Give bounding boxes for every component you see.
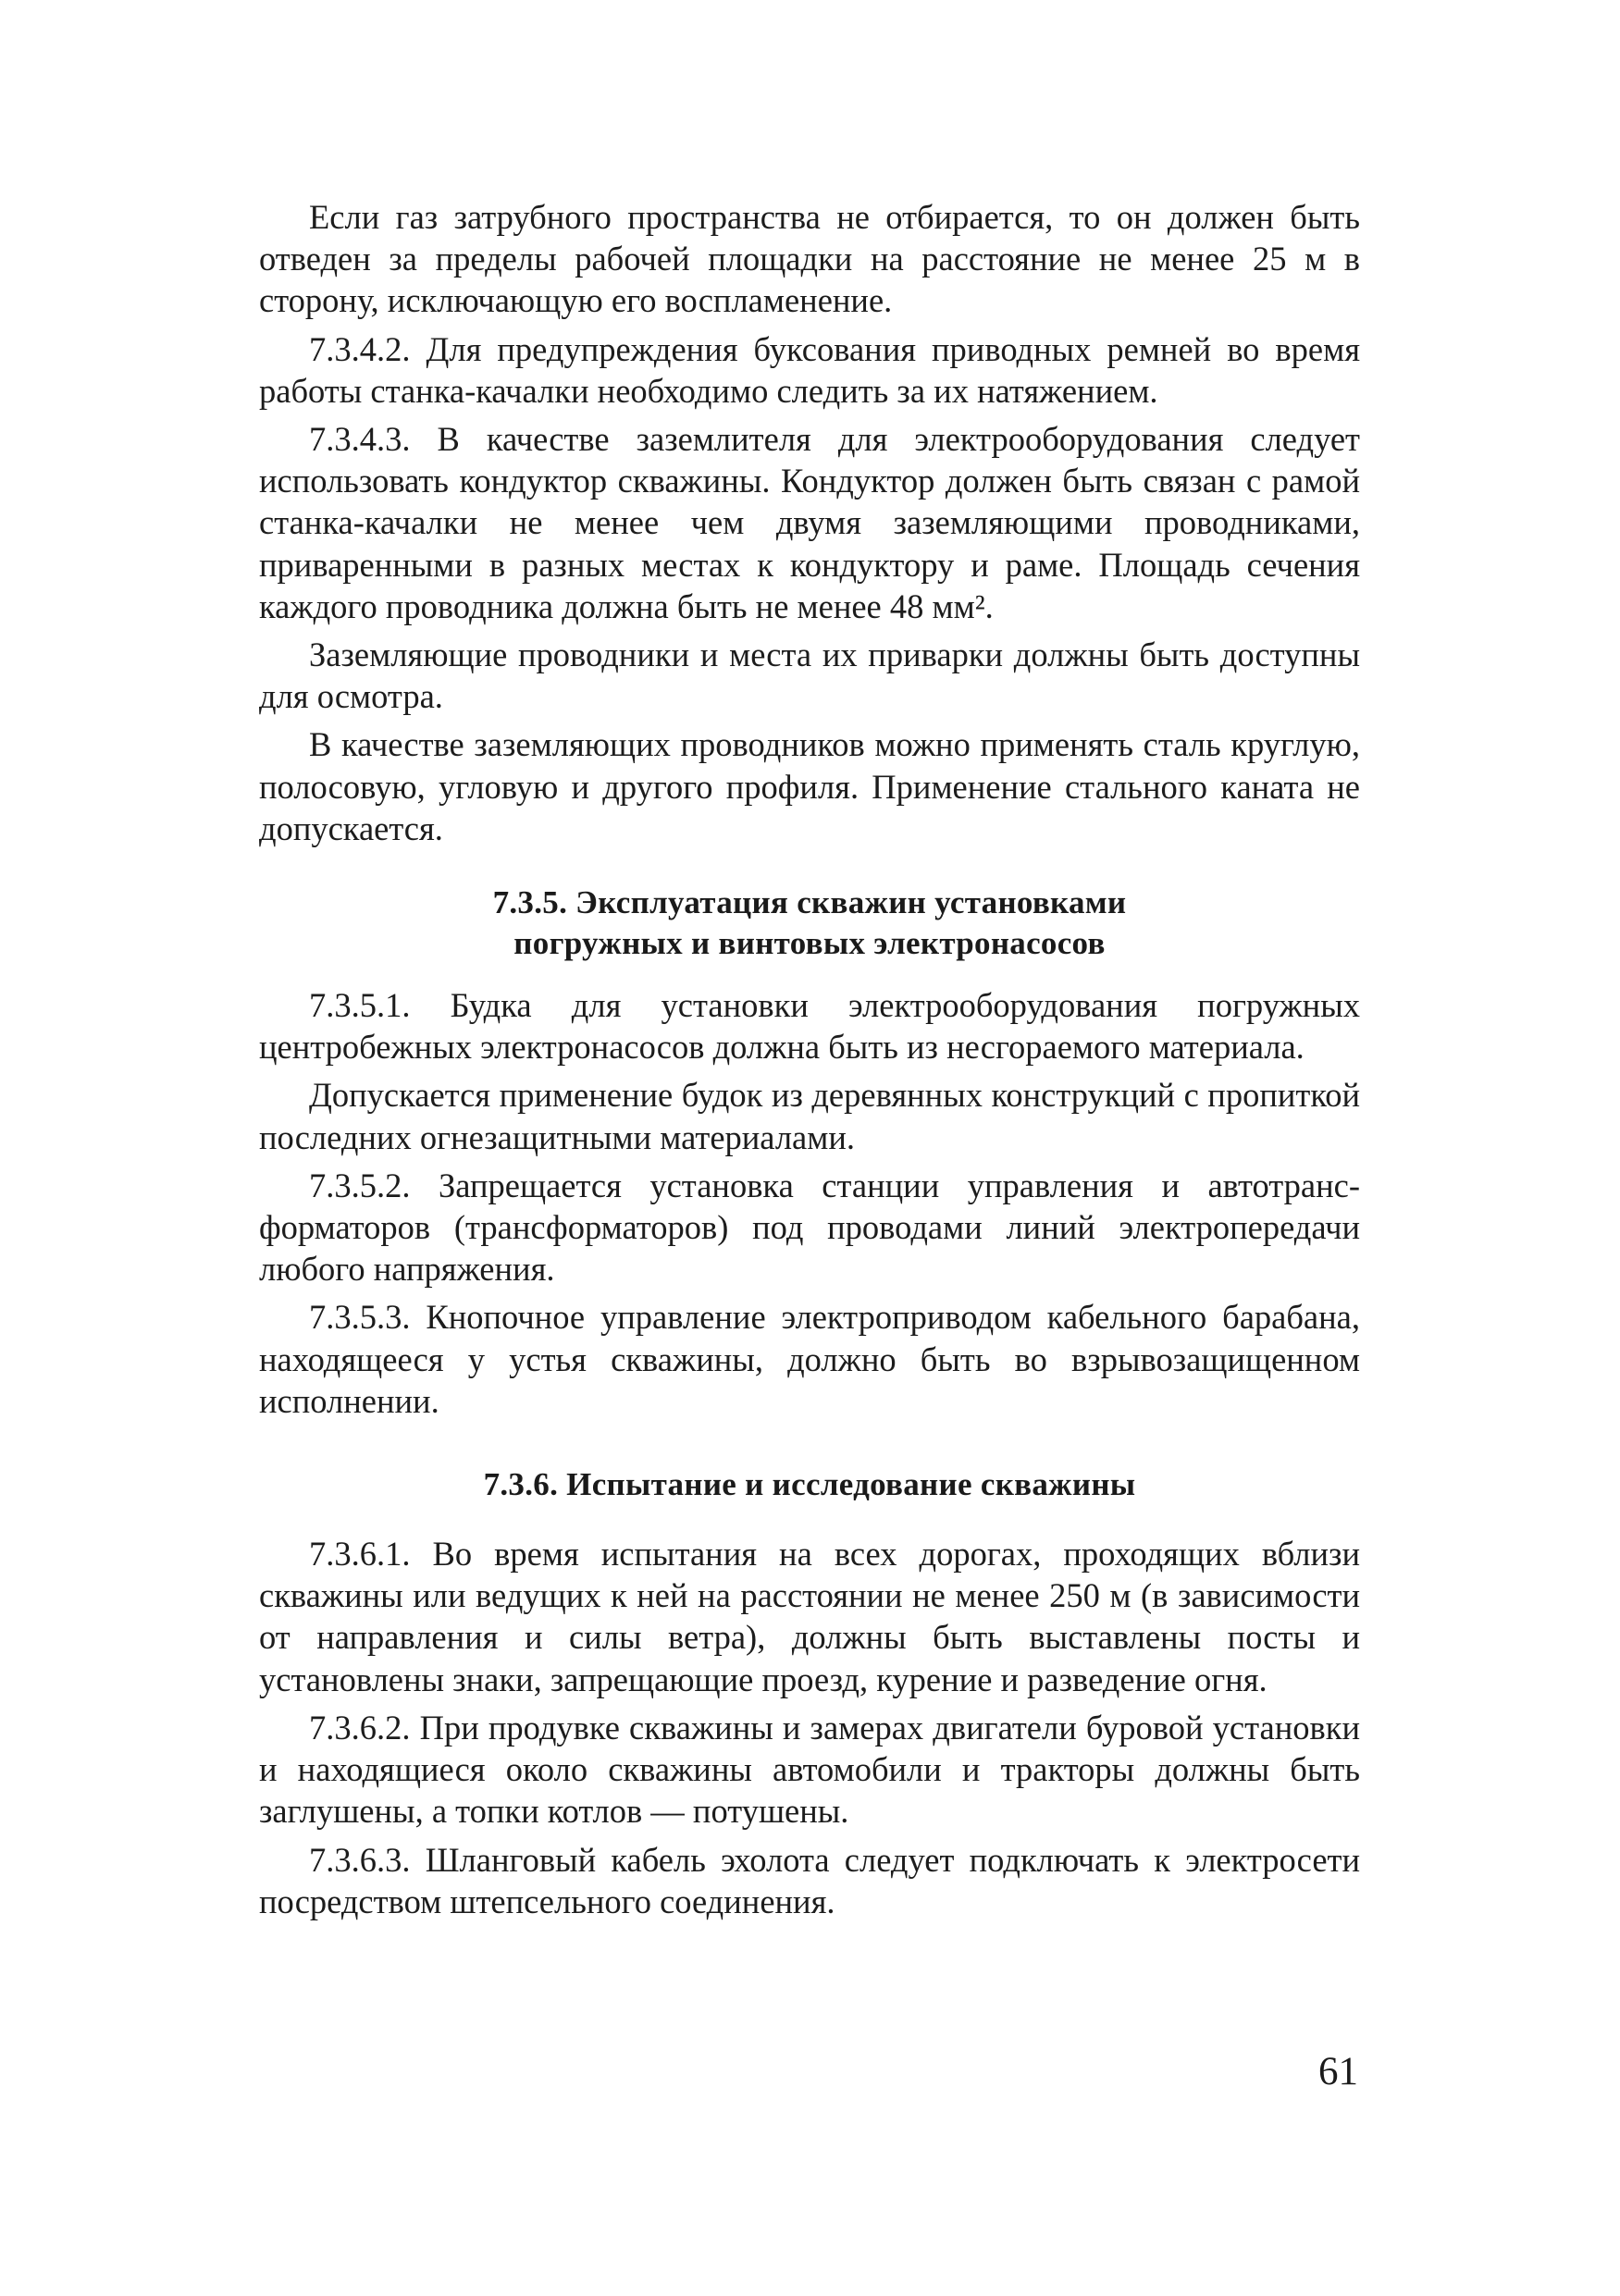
paragraph: Заземляющие проводники и места их приварки должны быть доступны для осмотра. <box>259 636 1360 716</box>
paragraph-7-3-4-2: 7.3.4.2. Для предупреждения буксования приводных ремней во время работы станка-качалки необходимо следить за их натяжением. <box>259 329 1360 410</box>
paragraph: Если газ затрубного пространства не отбирается, то он должен быть отведен за пределы рабочей площадки на расстояние не менее 25 м в сторону, исключающую его воспламенение. <box>259 198 1360 320</box>
paragraph-7-3-6-3: 7.3.6.3. Шланговый кабель эхолота следует подключать к электросети посредством штепсельного соединения. <box>259 1840 1360 1920</box>
page-number: 61 <box>1318 2050 1358 2093</box>
paragraph-7-3-6-1: 7.3.6.1. Во время испытания на всех дорогах, проходящих вблизи скважины или ведущих к ней на расстоянии не менее 250 м (в зависимости от направления и силы ветра), должны быть выставлены посты и установлены знаки, запрещающие проезд, курение и разведение огня. <box>259 1535 1360 1698</box>
paragraph-7-3-5-2: 7.3.5.2. Запрещается установка станции управления и автотрансформаторов (трансформаторов) под проводами линий электропередачи любого напряжения. <box>259 1166 1360 1289</box>
section-heading-7-3-6: 7.3.6. Испытание и исследование скважины <box>483 1466 1136 1503</box>
paragraph-7-3-6-2: 7.3.6.2. При продувке скважины и замерах двигатели буровой установки и находящиеся около скважины автомобили и тракторы должны быть заглушены, а топки котлов — потушены. <box>259 1708 1360 1831</box>
section-heading-line: погружных и винтовых электронасосов <box>513 925 1106 962</box>
paragraph: В качестве заземляющих проводников можно применять сталь круглую, полосовую, угловую и другого профиля. Применение стального каната не допускается. <box>259 725 1360 847</box>
paragraph-7-3-5-1: 7.3.5.1. Будка для установки электрооборудования погружных центробежных электронасосов должна быть из несгораемого материала. <box>259 986 1360 1067</box>
paragraph-7-3-5-3: 7.3.5.3. Кнопочное управление электроприводом кабельного барабана, находящееся у устья скважины, должно быть во взрывозащищенном исполнении. <box>259 1298 1360 1420</box>
section-heading-line: 7.3.5. Эксплуатация скважин установками <box>492 884 1127 921</box>
body-text <box>259 196 1360 1929</box>
section-heading-7-3-5 <box>259 883 1360 964</box>
paragraph-7-3-4-3: 7.3.4.3. В качестве заземлителя для электрооборудования следует использовать кондуктор скважины. Кондуктор должен быть связан с рамой станка-качалки не менее чем двумя заземляющими проводниками, приваренными в разных местах к кондуктору и раме. Площадь сечения каждого проводника должна быть не менее 48 мм². <box>259 420 1360 625</box>
paragraph: Допускается применение будок из деревянных конструкций с пропиткой последних огнезащитными материалами. <box>259 1076 1360 1156</box>
